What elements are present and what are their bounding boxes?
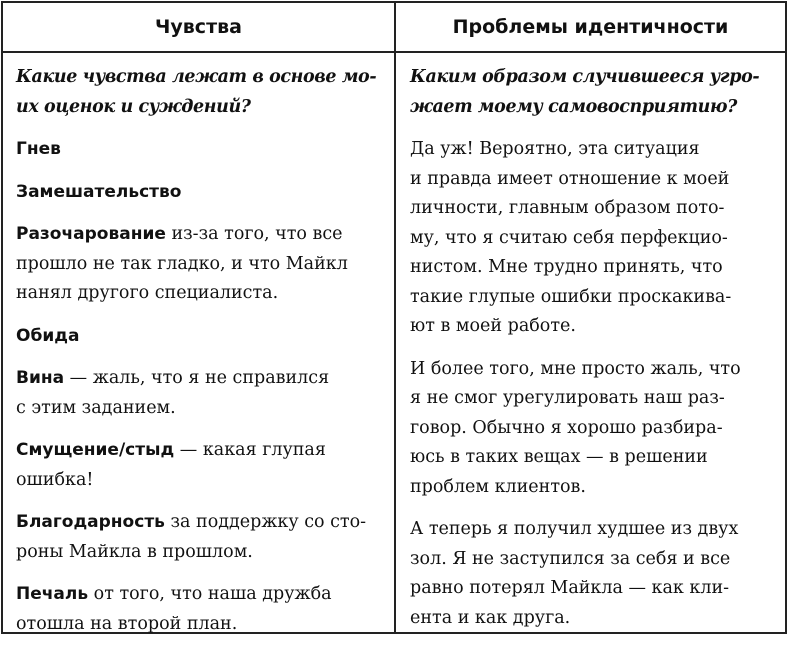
feeling-term: Гнев (16, 139, 61, 159)
identity-question: Каким образом случившееся угро- жает моему самовосприятию? (410, 67, 760, 117)
identity-column (410, 63, 759, 646)
feeling-item (16, 178, 376, 208)
column-divider (394, 3, 396, 632)
feeling-item: Смущение/стыд — какая глупая ошибка! (16, 440, 326, 490)
feeling-term: Обида (16, 325, 80, 346)
feeling-term: Печаль (16, 584, 89, 604)
feelings-column (16, 63, 376, 652)
feeling-item: Печаль от того, что наша дружба отошла на второй план. (16, 584, 332, 634)
feeling-item: Разочарование из-за того, что все прошло не так гладко, и что Майкл нанял другого специалиста. (16, 224, 348, 303)
feeling-term: Благодарность (16, 512, 165, 532)
feeling-item: Вина — жаль, что я не справился с этим заданием. (16, 368, 330, 418)
feeling-term: Вина (16, 368, 65, 388)
identity-paragraph: А теперь я получил худшее из двух зол. Я не заступился за себя и все равно потерял Майкла — как кли- ента и как друга. (410, 519, 739, 628)
feeling-item: Благодарность за поддержку со сто- роны Майкла в прошлом. (16, 512, 367, 562)
feeling-item (16, 322, 376, 352)
feeling-term: Смущение/стыд (16, 440, 175, 460)
feeling-term: Разочарование (16, 224, 166, 244)
identity-paragraph: Да уж! Вероятно, эта ситуация и правда имеет отношение к моей личности, главным образом пото- му, что я считаю себя перфекцио- нистом. Мне трудно принять, что такие глупые ошибки проскакива- ют в моей работе. (410, 139, 732, 336)
comparison-table (1, 1, 787, 634)
header-feelings: Чувства (155, 16, 242, 38)
feeling-item (16, 135, 376, 165)
header-identity: Проблемы идентичности (452, 16, 729, 38)
identity-paragraph: И более того, мне просто жаль, что я не смог урегулировать наш раз- говор. Обычно я хорошо разбира- юсь в таких вещах — в решении проблем клиентов. (410, 358, 741, 497)
feeling-term: Замешательство (16, 181, 182, 202)
feelings-question: Какие чувства лежат в основе мо- их оценок и суждений? (16, 67, 377, 117)
